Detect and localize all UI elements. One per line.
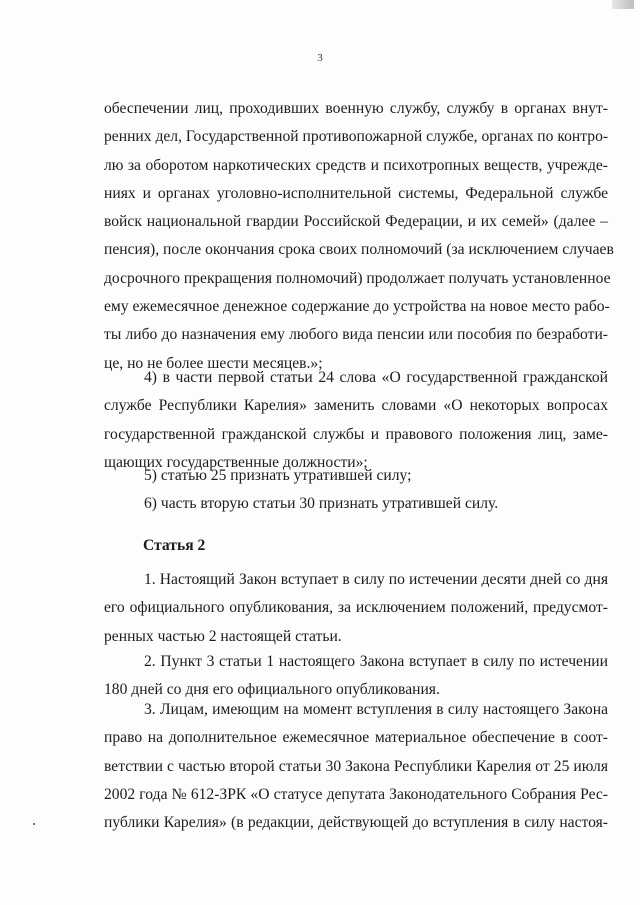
text-line: пенсия), после окончания срока своих полномочий (за исключением случаев xyxy=(104,241,614,259)
text-line: его официального опубликования, за исключением положений, предусмот- xyxy=(104,599,608,617)
text-line: государственной гражданской службы и правового положения лиц, заме- xyxy=(104,425,608,443)
item-6-paragraph xyxy=(104,490,608,518)
text-line: ниях и органах уголовно-исполнительной системы, Федеральной службе xyxy=(104,184,608,202)
text-line: службе Республики Карелия» заменить словами «О некоторых вопросах xyxy=(104,397,608,415)
text-line: ему ежемесячное денежное содержание до устройства на новое место рабо- xyxy=(104,298,610,316)
text-line: досрочного прекращения полномочий) продолжает получать установленное xyxy=(104,269,611,287)
text-line: войск национальной гвардии Российской Федерации, и их семей» (далее – xyxy=(104,213,608,231)
article-heading: Статья 2 xyxy=(143,537,206,554)
continuation-paragraph xyxy=(104,95,614,378)
text-line: 2. Пункт 3 статьи 1 настоящего Закона вступает в силу по истечении xyxy=(144,653,608,670)
text-line: 5) статью 25 признать утратившей силу; xyxy=(144,467,412,484)
text-line: ренних дел, Государственной противопожарной службе, органах по контро- xyxy=(104,128,609,146)
article-2-paragraph-3 xyxy=(104,696,608,837)
text-line: право на дополнительное ежемесячное материальное обеспечение в соот- xyxy=(104,729,608,747)
text-line: ренных частью 2 настоящей статьи. xyxy=(104,627,342,645)
scan-artifact xyxy=(612,0,634,9)
item-4-paragraph xyxy=(104,364,608,477)
item-5-paragraph xyxy=(104,462,608,490)
text-line: публики Карелия» (в редакции, действующей до вступления в силу настоя- xyxy=(104,814,608,832)
text-line: 1. Настоящий Закон вступает в силу по истечении десяти дней со дня xyxy=(144,571,608,588)
text-line: 3. Лицам, имеющим на момент вступления в силу настоящего Закона xyxy=(144,701,608,718)
text-line: щающих государственные должности»; xyxy=(104,453,368,471)
text-line: ветствии с частью второй статьи 30 Закона Республики Карелия от 25 июля xyxy=(104,757,608,775)
text-line: 6) часть вторую статьи 30 признать утратившей силу. xyxy=(144,495,499,512)
text-line: 180 дней со дня его официального опубликования. xyxy=(104,681,440,699)
text-line: лю за оборотом наркотических средств и психотропных веществ, учрежде- xyxy=(104,156,608,174)
page-number: 3 xyxy=(317,52,323,64)
text-line: ты либо до назначения ему любого вида пенсии или пособия по безработи- xyxy=(104,326,608,344)
scan-speck xyxy=(33,823,35,825)
text-line: 2002 года № 612-ЗРК «О статусе депутата Законодательного Собрания Рес- xyxy=(104,785,608,803)
text-line: 4) в части первой статьи 24 слова «О государственной гражданской xyxy=(144,369,608,386)
text-line: це, но не более шести месяцев.»; xyxy=(104,354,323,372)
text-line: обеспечении лиц, проходивших военную службу, службу в органах внут- xyxy=(104,100,608,117)
article-2-paragraph-1 xyxy=(104,566,608,651)
